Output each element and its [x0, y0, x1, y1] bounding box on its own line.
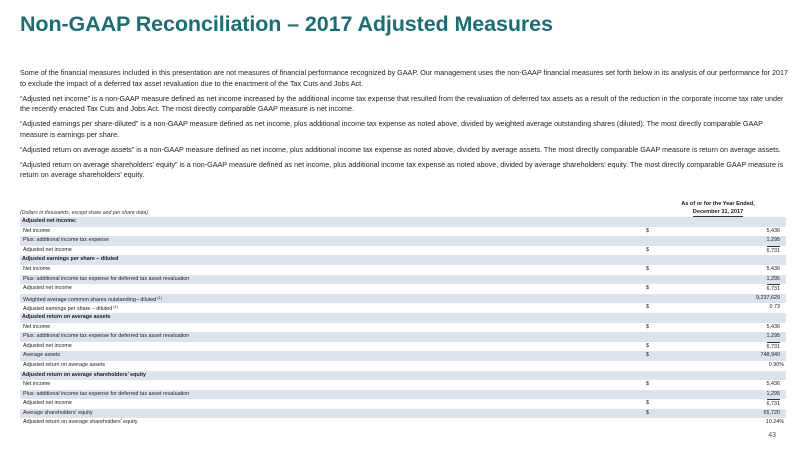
table-row [20, 418, 786, 428]
row-label [23, 351, 60, 361]
row-label [23, 323, 50, 333]
row-label [23, 380, 50, 390]
row-value: 6,731 [766, 286, 780, 293]
table-row [20, 323, 786, 333]
table-row [20, 284, 786, 294]
row-value: 1,295 [766, 390, 780, 397]
row-value: 5,436 [766, 265, 780, 272]
table-section-header [20, 313, 786, 323]
row-value: 5,436 [766, 323, 780, 330]
table-row [20, 409, 786, 419]
row-label [23, 390, 189, 400]
row-label [23, 332, 189, 342]
row-label-text: Plus: additional income tax expense for deferred tax asset revaluation [23, 275, 190, 282]
row-label-text: Adjusted return on average shareholders’ equity [22, 371, 147, 378]
currency-symbol: $ [646, 304, 649, 311]
row-value: 1,295 [766, 237, 780, 244]
row-label [22, 371, 146, 381]
table-row [20, 236, 786, 246]
page-number: 43 [768, 432, 776, 439]
row-label-text: Plus: additional income tax expense [23, 237, 110, 244]
row-label-text: Net income [23, 227, 51, 234]
table-row [20, 227, 786, 237]
row-value: 748,940 [760, 352, 780, 359]
row-label [23, 409, 93, 419]
row-label-text: Adjusted net income: [22, 218, 77, 224]
row-value: 1,295 [766, 275, 780, 282]
intro-paragraph: “Adjusted earnings per share-diluted” is a non-GAAP measure defined as net income, plus additional income tax expense as noted above, divided by weighted average outstanding shares (diluted). The most directly comparable GAAP measure is earnings per share. [20, 119, 763, 139]
intro-text [20, 68, 790, 185]
row-value: 5,436 [766, 227, 780, 234]
currency-symbol: $ [646, 285, 649, 292]
table-body [20, 217, 786, 428]
row-label-text: Weighted average common shares outstanding– diluted [23, 296, 157, 303]
row-value: 1,295 [766, 333, 780, 340]
table-section-header [20, 371, 786, 381]
table-row [20, 390, 786, 400]
currency-symbol: $ [646, 342, 649, 349]
table-section-header [20, 255, 786, 265]
row-label [23, 399, 72, 409]
row-label-text: Net income [23, 265, 51, 272]
row-label-text: Adjusted net income [23, 246, 72, 253]
row-label [23, 227, 50, 237]
row-value: 0.90% [768, 361, 784, 368]
column-header [658, 201, 778, 217]
row-label-text: Average shareholders’ equity [23, 409, 93, 416]
table-row [20, 380, 786, 390]
row-label [22, 255, 118, 265]
intro-paragraph: “Adjusted net income” is a non-GAAP measure defined as net income increased by the additional income tax expense that resulted from the revaluation of deferred tax assets as a result of the reduction in the corporate income tax rate under the recently enacted Tax Cuts and Jobs Act. The most directly comparable GAAP measure is net income. [20, 93, 784, 113]
row-value: 6,731 [766, 401, 780, 408]
currency-symbol: $ [646, 409, 649, 416]
row-label [22, 217, 77, 227]
row-label-text: Net income [23, 323, 51, 330]
row-value: 65,720 [763, 409, 780, 416]
row-value: 10.24% [765, 419, 784, 426]
table-row [20, 275, 786, 285]
row-label [23, 418, 138, 428]
row-label [23, 284, 72, 294]
row-value: 6,731 [766, 343, 780, 350]
table-row [20, 332, 786, 342]
row-label [23, 275, 189, 285]
row-label-text: Adjusted earnings per share – diluted [22, 256, 119, 263]
currency-symbol: $ [646, 352, 649, 359]
table-row [20, 342, 786, 352]
row-value: 5,436 [766, 381, 780, 388]
column-header-line2: December 31, 2017 [693, 209, 743, 218]
row-label [22, 313, 110, 323]
footnote-marker: (1) [157, 295, 162, 300]
row-label-text: Plus: additional income tax expense for deferred tax asset revaluation [23, 333, 190, 340]
table-row [20, 303, 786, 313]
row-label-text: Adjusted return on average shareholders’ equity [23, 419, 138, 426]
currency-symbol: $ [646, 400, 649, 407]
intro-paragraph: Some of the financial measures included in this presentation are not measures of financial performance recognized by GAAP. Our management uses the non-GAAP financial measures set forth below in its analysis of our performance for 2017 to exclude the impact of a deferred tax asset revaluation due to the enactment of the Tax Cuts and Jobs Act. [20, 68, 789, 88]
row-value: 6,731 [766, 247, 780, 254]
units-note: (Dollars in thousands, except share and per share data) [20, 210, 149, 216]
table-row [20, 399, 786, 409]
currency-symbol: $ [646, 265, 649, 272]
row-label-text: Adjusted net income [23, 400, 72, 407]
column-header-line1: As of or for the Year Ended, [681, 201, 755, 207]
table-row [20, 361, 786, 371]
table-row [20, 246, 786, 256]
table-header [20, 201, 786, 217]
currency-symbol: $ [646, 381, 649, 388]
row-value: 9,237,629 [756, 294, 780, 301]
table-row [20, 265, 786, 275]
row-label [23, 265, 50, 275]
footnote-marker: (1) [113, 305, 118, 310]
currency-symbol: $ [646, 246, 649, 253]
row-label-text: Adjusted return on average assets [22, 313, 111, 320]
currency-symbol: $ [646, 227, 649, 234]
table-section-header [20, 217, 786, 227]
row-label-text: Adjusted return on average assets [23, 361, 106, 368]
row-label [23, 342, 72, 352]
row-label-text: Net income [23, 381, 51, 388]
row-label [23, 236, 109, 246]
currency-symbol: $ [646, 323, 649, 330]
row-label-text: Average assets [23, 352, 61, 359]
row-value: 0.73 [769, 304, 780, 311]
row-label-text: Adjusted earnings per share – diluted [23, 306, 113, 313]
table-row [20, 294, 786, 304]
row-label [23, 361, 105, 371]
intro-paragraph: “Adjusted return on average shareholders’ equity” is a non-GAAP measure defined as net income, plus additional income tax expense as noted above, divided by average shareholders’ equity. The most directly comparable GAAP measure is return on average shareholders’ equity. [20, 159, 784, 179]
reconciliation-table [20, 201, 786, 428]
intro-paragraph: “Adjusted return on average assets” is a non-GAAP measure defined as net income, plus additional income tax expense as noted above, divided by average assets. The most directly comparable GAAP measure is return on average assets. [20, 144, 781, 154]
table-row [20, 351, 786, 361]
row-label-text: Plus: additional income tax expense for deferred tax asset revaluation [23, 390, 190, 397]
row-label-text: Adjusted net income [23, 285, 72, 292]
page-title: Non-GAAP Reconciliation – 2017 Adjusted Measures [20, 12, 553, 36]
row-label [23, 246, 72, 256]
row-label-text: Adjusted net income [23, 342, 72, 349]
